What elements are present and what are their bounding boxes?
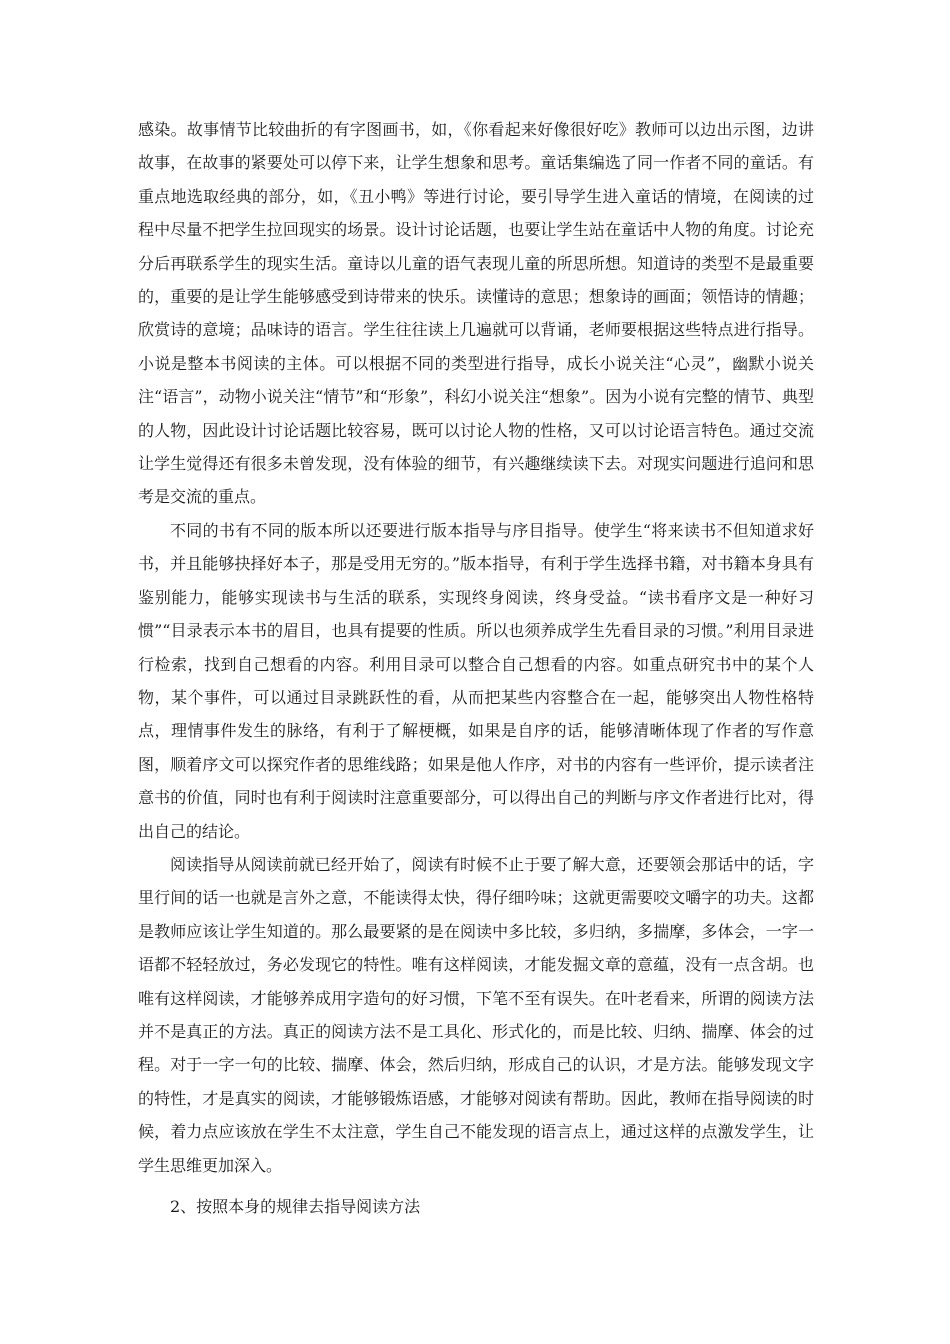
document-body — [138, 113, 814, 1223]
paragraph-reading-guidance: 阅读指导从阅读前就已经开始了，阅读有时候不止于要了解大意，还要领会那话中的话，字里行间的话一也就是言外之意，不能读得太快，得仔细吟味；这就更需要咬文嚼字的功夫。这都是教师应该让学生知道的。那么最要紧的是在阅读中多比较，多归纳，多揣摩，多体会，一字一语都不轻轻放过，务必发现它的特性。唯有这样阅读，才能发掘文章的意蕴，没有一点含胡。也唯有这样阅读，才能够养成用字造句的好习惯，下笔不至有误失。在叶老看来，所谓的阅读方法并不是真正的方法。真正的阅读方法不是工具化、形式化的，而是比较、归纳、揣摩、体会的过程。对于一字一句的比较、揣摩、体会，然后归纳，形成自己的认识，才是方法。能够发现文字的特性，才是真实的阅读，才能够锻炼语感，才能够对阅读有帮助。因此，教师在指导阅读的时候，着力点应该放在学生不太注意，学生自己不能发现的语言点上，通过这样的点激发学生，让学生思维更加深入。 — [138, 854, 814, 1175]
section-heading: 2、按照本身的规律去指导阅读方法 — [170, 1197, 421, 1216]
paragraph-edition-guidance: 不同的书有不同的版本所以还要进行版本指导与序目指导。使学生“将来读书不但知道求好书，并且能够抉择好本子，那是受用无穷的。”版本指导，有利于学生选择书籍，对书籍本身具有鉴别能力，能够实现读书与生活的联系，实现终身阅读，终身受益。“读书看序文是一种好习惯”“目录表示本书的眉目，也具有提要的性质。所以也须养成学生先看目录的习惯。”利用目录进行检索，找到自己想看的内容。利用目录可以整合自己想看的内容。如重点研究书中的某个人物，某个事件，可以通过目录跳跃性的看，从而把某些内容整合在一起，能够突出人物性格特点，理情事件发生的脉络，有利于了解梗概，如果是自序的话，能够清晰体现了作者的写作意图，顺着序文可以探究作者的思维线路；如果是他人作序，对书的内容有一些评价，提示读者注意书的价值，同时也有利于阅读时注意重要部分，可以得出自己的判断与序文作者进行比对，得出自己的结论。 — [138, 520, 814, 841]
paragraph-continued: 感染。故事情节比较曲折的有字图画书，如，《你看起来好像很好吃》教师可以边出示图，边讲故事，在故事的紧要处可以停下来，让学生想象和思考。童话集编选了同一作者不同的童话。有重点地选取经典的部分，如，《丑小鸭》等进行讨论，要引导学生进入童话的情境，在阅读的过程中尽量不把学生拉回现实的场景。设计讨论话题，也要让学生站在童话中人物的角度。讨论充分后再联系学生的现实生活。童诗以儿童的语气表现儿童的所思所想。知道诗的类型不是最重要的，重要的是让学生能够感受到诗带来的快乐。读懂诗的意思；想象诗的画面；领悟诗的情趣；欣赏诗的意境；品味诗的语言。学生往往读上几遍就可以背诵，老师要根据这些特点进行指导。小说是整本书阅读的主体。可以根据不同的类型进行指导，成长小说关注“心灵”，幽默小说关注“语言”，动物小说关注“情节”和“形象”，科幻小说关注“想象”。因为小说有完整的情节、典型的人物，因此设计讨论话题比较容易，既可以讨论人物的性格，又可以讨论语言特色。通过交流让学生觉得还有很多未曾发现，没有体验的细节，有兴趣继续读下去。对现实问题进行追问和思考是交流的重点。 — [138, 120, 814, 507]
